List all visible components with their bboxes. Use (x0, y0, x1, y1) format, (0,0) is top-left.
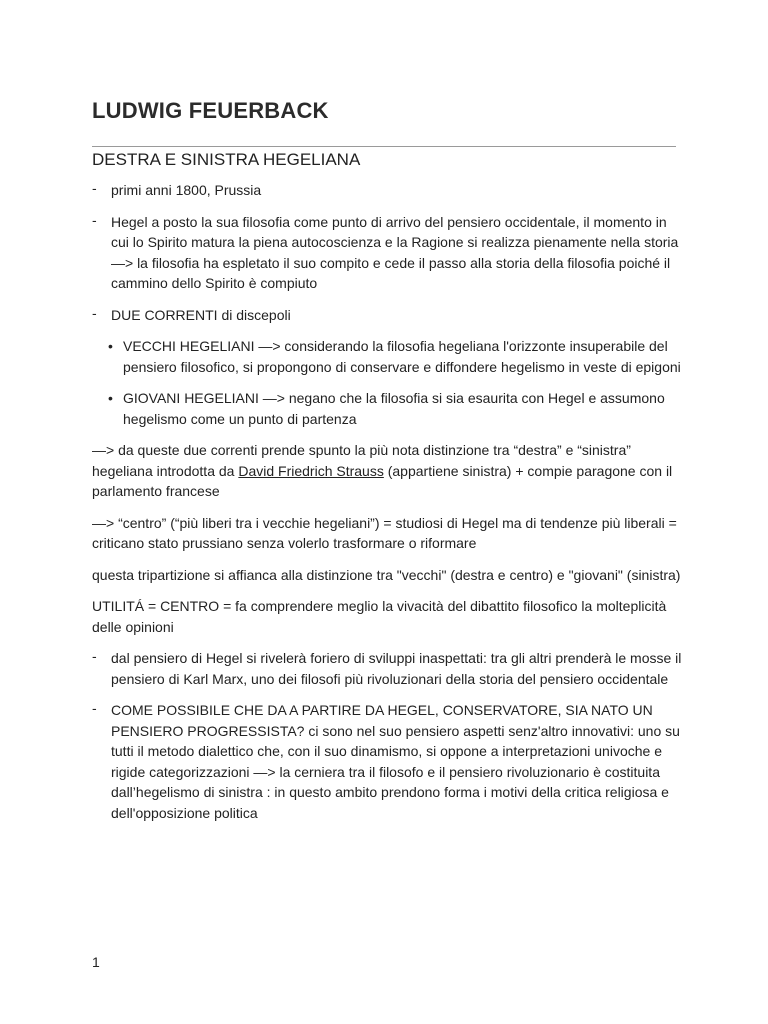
dash-list-item (92, 305, 682, 326)
page-number: 1 (92, 954, 100, 970)
title-divider (92, 146, 676, 147)
paragraph: UTILITÁ = CENTRO = fa comprendere meglio la vivacità del dibattito filosofico la molteplicità delle opinioni (92, 598, 667, 635)
dash-marker: - (92, 211, 97, 228)
paragraph: questa tripartizione si affianca alla distinzione tra "vecchi" (destra e centro) e "giovani" (sinistra) (92, 566, 681, 583)
dash-marker: - (92, 180, 97, 196)
document-body (92, 180, 682, 834)
bullet-list-item (92, 388, 682, 429)
dash-list-item (92, 212, 682, 294)
strauss-link[interactable]: David Friedrich Strauss (238, 462, 384, 479)
paragraph-text: —> da queste due correnti prende spunto la più nota distinzione tra “destra” e “sinistra” hegeliana introdotta da (92, 442, 631, 479)
dash-marker: - (92, 304, 97, 321)
paragraph: —> “centro” (“più liberi tra i vecchie hegeliani”) = studiosi di Hegel ma di tendenze più liberali = criticano stato prussiano senza volerlo trasformare o riformare (92, 514, 677, 551)
bullet-marker: • (108, 338, 113, 354)
document-title: LUDWIG FEUERBACK (92, 98, 329, 123)
dash-list-item (92, 180, 682, 201)
paragraph-text: (appartiene sinistra) + compie paragone con il parlamento francese (92, 462, 673, 499)
bullet-item-text: GIOVANI HEGELIANI —> negano che la filosofia si sia esaurita con Hegel e assumono hegelismo come un punto di partenza (123, 390, 665, 427)
bullet-item-text: VECCHI HEGELIANI —> considerando la filosofia hegeliana l'orizzonte insuperabile del pensiero filosofico, si propongono di conservare e diffondere hegelismo in veste di epigoni (123, 338, 681, 375)
dash-list-item (92, 700, 682, 823)
dash-list-item (92, 648, 682, 689)
dash-item-text: DUE CORRENTI di discepoli (111, 306, 291, 323)
paragraph (92, 440, 682, 502)
dash-item-text: COME POSSIBILE CHE DA A PARTIRE DA HEGEL, CONSERVATORE, SIA NATO UN PENSIERO PROGRESSISTA? ci sono nel suo pensiero aspetti senz'altro innovativi: uno su tutti il metodo dialettico che, con il suo dinamismo, si oppone a interpretazioni univoche e rigide categorizzazioni —> la cerniera tra il filosofo e il pensiero rivoluzionario è costituita dall’hegelismo di sinistra : in questo ambito prendono forma i motivi della critica religiosa e dell'opposizione politica (111, 702, 680, 821)
bullet-list-item (92, 336, 682, 377)
section-heading: DESTRA E SINISTRA HEGELIANA (92, 150, 361, 169)
bullet-marker: • (108, 390, 113, 406)
dash-item-text: Hegel a posto la sua filosofia come punto di arrivo del pensiero occidentale, il momento in cui lo Spirito matura la piena autocoscienza e la Ragione si realizza pienamente nella storia —> la filosofia ha espletato il suo compito e cede il passo alla storia della filosofia poiché il cammino dello Spirito è compiuto (111, 213, 679, 291)
dash-marker: - (92, 700, 97, 716)
dash-marker: - (92, 648, 97, 664)
dash-item-text: dal pensiero di Hegel si rivelerà foriero di sviluppi inaspettati: tra gli altri prenderà le mosse il pensiero di Karl Marx, uno dei filosofi più rivoluzionari della storia del pensiero occidentale (111, 650, 682, 687)
dash-item-text: primi anni 1800, Prussia (111, 182, 262, 198)
